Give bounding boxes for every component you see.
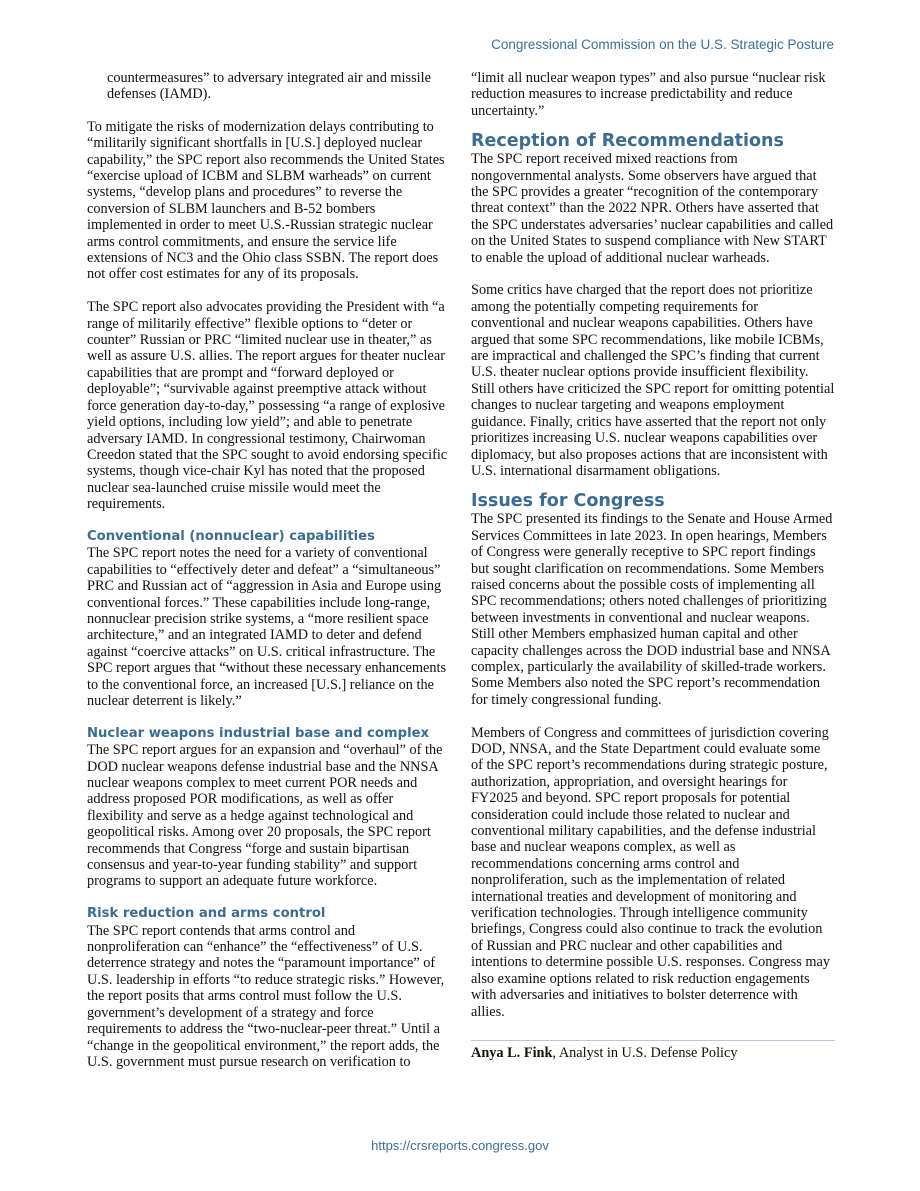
paragraph-mitigate: To mitigate the risks of modernization delays contributing to “militarily significant shortfalls in [U.S.] deployed nuclear capability,” the SPC report also recommends the United States “exercise upload of ICBM and SLBM warheads” on current systems, “develop plans and procedures” to reverse the conversion of SLBM launchers and B-52 bombers implemented in order to meet U.S.-Russian strategic nuclear arms control commitments, and ensure the service life extensions of NC3 and the Ohio class SSBN. The report does not offer cost estimates for any of its proposals. [87,118,445,283]
left-column [87,70,451,1070]
paragraph-reception-1: The SPC report received mixed reactions from nongovernmental analysts. Some observers have argued that the SPC provides a greater “recognition of the contemporary threat context” than the 2022 NPR. Others have asserted that the SPC understates adversaries’ nuclear capabilities and called on the United States to suspend compliance with New START to enable the upload of additional nuclear warheads. [471,151,834,266]
footer-link[interactable]: https://crsreports.congress.gov [371,1138,549,1153]
author-title: , Analyst in U.S. Defense Policy [552,1044,738,1061]
page-header-title: Congressional Commission on the U.S. Strategic Posture [491,37,834,52]
paragraph-risk-reduction: The SPC report contends that arms control and nonproliferation can “enhance” the “effectiveness” of U.S. deterrence strategy and notes the “paramount importance” of U.S. leadership in efforts “to reduce strategic risks.” However, the report posits that arms control must follow the U.S. government’s development of a strategy and force requirements to address the “two-nuclear-peer threat.” Until a “change in the geopolitical environment,” the report adds, the U.S. government must pursue research on verification to [87,922,445,1070]
paragraph-reception-2: Some critics have charged that the report does not prioritize among the potentially competing requirements for conventional and nuclear weapons capabilities. Others have argued that some SPC recommendations, like mobile ICBMs, are impractical and challenged the SPC’s finding that current U.S. theater nuclear options provide insufficient flexibility. Still others have criticized the SPC report for omitting potential changes to nuclear targeting and weapons employment guidance. Finally, critics have asserted that the report not only prioritizes increasing U.S. nuclear weapons capabilities over diplomacy, but also proposes actions that are inconsistent with U.S. international disarmament obligations. [471,282,835,479]
paragraph-limit-weapons: “limit all nuclear weapon types” and also pursue “nuclear risk reduction measures to increase predictability and reduce uncertainty.” [471,70,826,119]
heading-conventional: Conventional (nonnuclear) capabilities [87,528,375,544]
paragraph-countermeasures: countermeasures” to adversary integrated air and missile defenses (IAMD). [107,70,431,103]
heading-issues: Issues for Congress [471,491,665,512]
author-line [471,1045,835,1061]
paragraph-industrial-base: The SPC report argues for an expansion and “overhaul” of the DOD nuclear weapons defense industrial base and the NNSA nuclear weapons complex to meet current POR needs and address proposed POR modifications, as well as offer flexibility and serve as a hedge against technological and geopolitical risks. Among over 20 proposals, the SPC report recommends that Congress “forge and sustain bipartisan consensus and year-to-year funding stability” and support programs to support an adequate future workforce. [87,742,443,890]
paragraph-advocates: The SPC report also advocates providing the President with “a range of militarily effective” flexible options to “deter or counter” Russian or PRC “limited nuclear use in theater,” as well as assure U.S. allies. The report argues for theater nuclear capabilities that are prompt and “forward deployed or deployable”; “survivable against preemptive attack without force generation day-to-day,” possessing “a range of explosive yield options, including low yield”; and able to penetrate adversary IAMD. In congressional testimony, Chairwoman Creedon stated that the SPC sought to avoid endorsing specific systems, though vice-chair Kyl has noted that the proposed nuclear sea-launched cruise missile would meet the requirements. [87,299,448,513]
right-column [471,70,835,1061]
heading-reception: Reception of Recommendations [471,131,784,152]
heading-industrial-base: Nuclear weapons industrial base and complex [87,725,430,741]
heading-risk-reduction: Risk reduction and arms control [87,906,326,922]
author-name: Anya L. Fink [471,1044,553,1061]
author-divider [471,1040,835,1041]
paragraph-issues-1: The SPC presented its findings to the Senate and House Armed Services Committees in late 2023. In open hearings, Members of Congress were generally receptive to SPC report findings but sought clarification on recommendations. Some Members raised concerns about the possible costs of implementing all SPC recommendations; others noted challenges of prioritizing between investments in conventional and nuclear weapons. Still other Members emphasized human capital and other capacity challenges across the DOD industrial base and NNSA complex, particularly the availability of skilled-trade workers. Some Members also noted the SPC report’s recommendation for timely congressional funding. [471,511,833,708]
paragraph-conventional: The SPC report notes the need for a variety of conventional capabilities to “effectively deter and defeat” a “simultaneous” PRC and Russian act of “aggression in Asia and Europe using conventional forces.” These capabilities include long-range, nonnuclear precision strike systems, a “more resilient space architecture,” and an integrated IAMD to deter and defend against “coercive attacks” on U.S. critical infrastructure. The SPC report argues that “without these necessary enhancements to the conventional force, an increased [U.S.] reliance on the nuclear deterrent is likely.” [87,545,447,709]
paragraph-issues-2: Members of Congress and committees of jurisdiction covering DOD, NNSA, and the State Department could evaluate some of the SPC report’s recommendations during strategic posture, authorization, appropriation, and oversight hearings for FY2025 and beyond. SPC report proposals for potential consideration could include those related to nuclear and conventional military capabilities, and the defense industrial base and nuclear weapons complex, as well as recommendations concerning arms control and nonproliferation, such as the implementation of related international treaties and development of monitoring and verification technologies. Through intelligence community briefings, Congress could also continue to track the evolution of Russian and PRC nuclear and other capabilities and intentions to determine possible U.S. responses. Congress may also examine options related to risk reduction engagements with adversaries and initiatives to bolster deterrence with allies. [471,724,830,1020]
